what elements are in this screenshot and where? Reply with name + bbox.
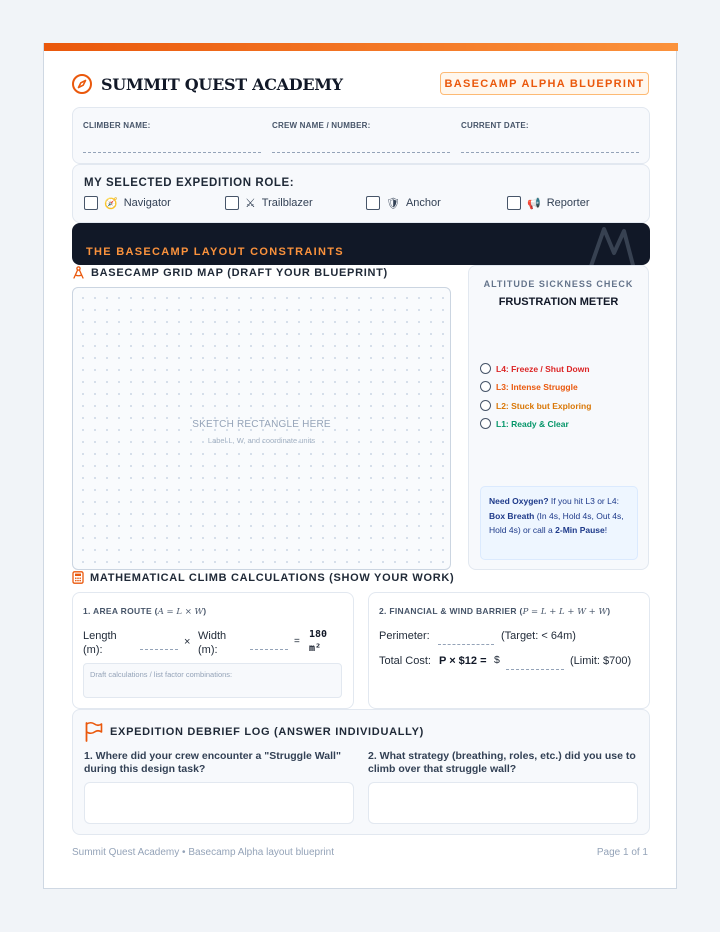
equals-symbol: = — [294, 636, 300, 647]
total-cost-input[interactable] — [506, 669, 564, 670]
width-input[interactable] — [250, 649, 288, 650]
oxygen-text-2: (In 4s, Hold 4s, Out 4s, Hold 4s) or call a — [489, 510, 624, 535]
level-l3-radio[interactable] — [480, 381, 491, 392]
perimeter-label: Perimeter: — [379, 630, 430, 642]
level-option-l4[interactable] — [480, 363, 590, 374]
compass-icon: 🧭 — [104, 197, 118, 210]
debrief-title — [84, 721, 424, 743]
cost-limit: (Limit: $700) — [570, 655, 632, 667]
debrief-answer-1[interactable] — [84, 782, 354, 824]
banner-title: THE BASECAMP LAYOUT CONSTRAINTS — [86, 246, 344, 258]
climber-info-card — [72, 107, 650, 164]
compass-icon — [71, 73, 93, 95]
level-l2-label: L2: Stuck but Exploring — [496, 400, 592, 411]
worksheet-page — [43, 43, 677, 889]
frustration-meter-card — [468, 265, 649, 570]
megaphone-icon: 📢 — [527, 197, 541, 210]
climber-name-label: CLIMBER NAME: — [83, 121, 151, 130]
role-option-anchor[interactable] — [366, 196, 441, 210]
role-selection-card — [72, 164, 650, 223]
sketch-grid-area[interactable] — [72, 287, 451, 570]
current-date-label: CURRENT DATE: — [461, 121, 529, 130]
draft-calculations-placeholder: Draft calculations / list factor combinations: — [90, 670, 233, 679]
calculations-title — [72, 571, 454, 584]
shield-icon: 🛡 — [386, 197, 400, 210]
climber-name-field[interactable] — [83, 152, 261, 153]
sketch-hint: Label L, W, and coordinate units — [207, 436, 316, 445]
draft-calculations-box[interactable] — [83, 663, 342, 698]
oxygen-tip-box — [480, 486, 638, 560]
level-l1-label: L1: Ready & Clear — [496, 418, 569, 429]
area-route-heading — [83, 606, 206, 617]
times-symbol: × — [184, 636, 191, 648]
perimeter-input[interactable] — [438, 644, 494, 645]
level-l3-label: L3: Intense Struggle — [496, 381, 578, 392]
anchor-checkbox[interactable] — [366, 196, 380, 210]
drafting-compass-icon — [72, 266, 85, 279]
oxygen-text-3: ! — [604, 525, 608, 535]
debrief-log-card — [72, 709, 650, 835]
role-option-reporter[interactable] — [507, 196, 590, 210]
crew-name-field[interactable] — [272, 152, 450, 153]
blueprint-badge: BASECAMP ALPHA BLUEPRINT — [440, 72, 649, 95]
debrief-title-text: EXPEDITION DEBRIEF LOG (ANSWER INDIVIDUALLY) — [110, 726, 424, 738]
sketch-placeholder: SKETCH RECTANGLE HERE — [192, 419, 331, 430]
role-label-trailblazer: Trailblazer — [261, 197, 313, 209]
academy-name: SUMMIT QUEST ACADEMY — [101, 74, 343, 94]
trailblazer-checkbox[interactable] — [225, 196, 239, 210]
cost-formula: P × $12 = — [439, 655, 487, 667]
financial-heading-text: 2. FINANCIAL & WIND BARRIER ( — [379, 606, 523, 616]
role-label-anchor: Anchor — [405, 197, 441, 209]
debrief-question-1: 1. Where did your crew encounter a "Struggle Wall" during this design task? — [84, 750, 341, 775]
role-option-navigator[interactable] — [84, 196, 171, 210]
role-selection-title: MY SELECTED EXPEDITION ROLE: — [84, 177, 295, 189]
level-option-l3[interactable] — [480, 381, 578, 392]
calculator-icon — [72, 571, 84, 584]
brand-header — [71, 73, 343, 95]
level-l4-radio[interactable] — [480, 363, 491, 374]
role-option-trailblazer[interactable] — [225, 196, 313, 210]
grid-map-title-text: BASECAMP GRID MAP (DRAFT YOUR BLUEPRINT) — [91, 266, 388, 279]
top-accent-bar — [44, 43, 678, 51]
dollar-sign: $ — [494, 654, 500, 666]
financial-heading — [379, 606, 610, 617]
current-date-field[interactable] — [461, 152, 639, 153]
page-number: Page 1 of 1 — [596, 847, 648, 858]
length-label: Length (m): — [83, 630, 117, 656]
navigator-checkbox[interactable] — [84, 196, 98, 210]
perimeter-formula: P = L + L + W + W — [522, 607, 608, 617]
financial-barrier-card — [368, 592, 650, 709]
oxygen-box-breath: Box Breath — [489, 510, 535, 521]
mountain-watermark-icon — [580, 223, 650, 265]
crew-name-label: CREW NAME / NUMBER: — [272, 121, 371, 130]
total-cost-label: Total Cost: — [379, 655, 431, 667]
oxygen-text-1: If you hit L3 or L4: — [548, 496, 619, 506]
area-formula: A = L × W — [157, 607, 204, 617]
reporter-checkbox[interactable] — [507, 196, 521, 210]
level-option-l2[interactable] — [480, 400, 591, 411]
perimeter-target: (Target: < 64m) — [501, 630, 576, 642]
role-label-reporter: Reporter — [546, 197, 590, 209]
level-option-l1[interactable] — [480, 418, 569, 429]
area-result: 180 m² — [309, 629, 328, 654]
level-l2-radio[interactable] — [480, 400, 491, 411]
meter-subtitle: ALTITUDE SICKNESS CHECK — [483, 279, 634, 289]
area-route-card — [72, 592, 354, 709]
financial-heading-end: ) — [607, 606, 611, 616]
oxygen-lead: Need Oxygen? — [489, 496, 549, 506]
oxygen-pause: 2-Min Pause — [555, 525, 605, 535]
debrief-question-2: 2. What strategy (breathing, roles, etc.) did you use to climb over that struggle wall? — [368, 750, 636, 775]
length-input[interactable] — [140, 649, 178, 650]
calculations-title-text: MATHEMATICAL CLIMB CALCULATIONS (SHOW YOUR WORK) — [90, 571, 455, 584]
constraints-banner — [72, 223, 650, 265]
level-l1-radio[interactable] — [480, 418, 491, 429]
meter-title: FRUSTRATION METER — [498, 296, 619, 308]
flag-icon — [84, 721, 104, 743]
debrief-answer-2[interactable] — [368, 782, 638, 824]
crossed-swords-icon: ⚔ — [245, 196, 256, 210]
area-heading-end: ) — [203, 606, 207, 616]
role-label-navigator: Navigator — [123, 197, 171, 209]
footer-left-text: Summit Quest Academy • Basecamp Alpha layout blueprint — [72, 847, 334, 858]
level-l4-label: L4: Freeze / Shut Down — [496, 363, 590, 374]
grid-map-title — [72, 266, 388, 279]
width-label: Width (m): — [198, 630, 227, 656]
area-heading-text: 1. AREA ROUTE ( — [83, 606, 158, 616]
